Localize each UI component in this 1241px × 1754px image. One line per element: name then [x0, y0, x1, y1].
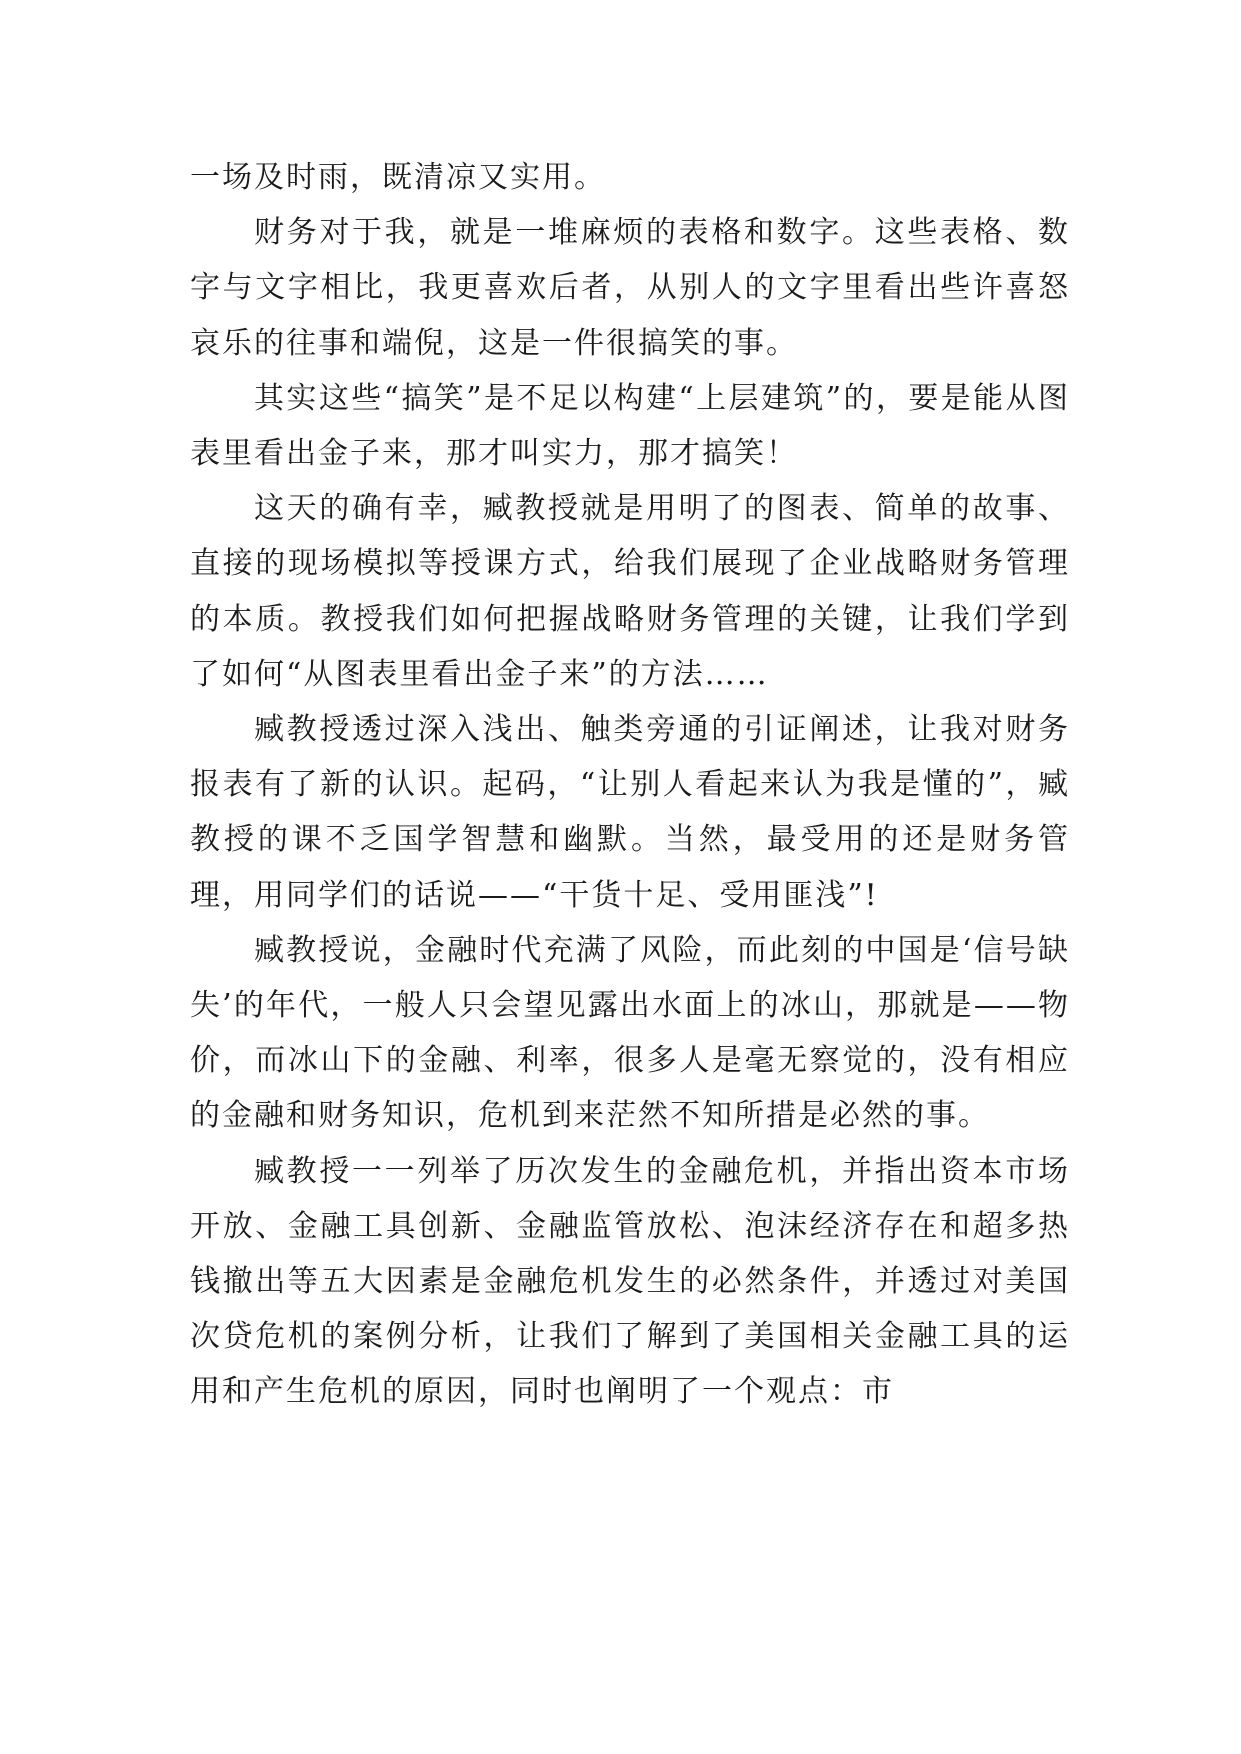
paragraph-3: 其实这些“搞笑”是不足以构建“上层建筑”的，要是能从图表里看出金子来，那才叫实力，那才搞笑！ — [190, 380, 1070, 472]
paragraph-5: 臧教授透过深入浅出、触类旁通的引证阐述，让我对财务报表有了新的认识。起码，“让别人看起来认为我是懂的”，臧教授的课不乏国学智慧和幽默。当然，最受用的还是财务管理，用同学们的话说——“干货十足、受用匪浅”! — [190, 712, 1070, 913]
document-body — [190, 150, 1070, 1420]
paragraph-6: 臧教授说，金融时代充满了风险，而此刻的中国是‘信号缺失’的年代，一般人只会望见露出水面上的冰山，那就是——物价，而冰山下的金融、利率，很多人是毫无察觉的，没有相应的金融和财务知识，危机到来茫然不知所措是必然的事。 — [190, 932, 1070, 1134]
paragraph-7: 臧教授一一列举了历次发生的金融危机，并指出资本市场开放、金融工具创新、金融监管放松、泡沫经济存在和超多热钱撤出等五大因素是金融危机发生的必然条件，并透过对美国次贷危机的案例分析，让我们了解到了美国相关金融工具的运用和产生危机的原因，同时也阐明了一个观点：市 — [190, 1153, 1070, 1410]
paragraph-2: 财务对于我，就是一堆麻烦的表格和数字。这些表格、数字与文字相比，我更喜欢后者，从别人的文字里看出些许喜怒哀乐的往事和端倪，这是一件很搞笑的事。 — [190, 215, 1070, 361]
paragraph-1: 一场及时雨，既清凉又实用。 — [190, 160, 606, 195]
paragraph-4: 这天的确有幸，臧教授就是用明了的图表、简单的故事、直接的现场模拟等授课方式，给我们展现了企业战略财务管理的本质。教授我们如何把握战略财务管理的关键，让我们学到了如何“从图表里看出金子来”的方法…… — [190, 491, 1070, 692]
